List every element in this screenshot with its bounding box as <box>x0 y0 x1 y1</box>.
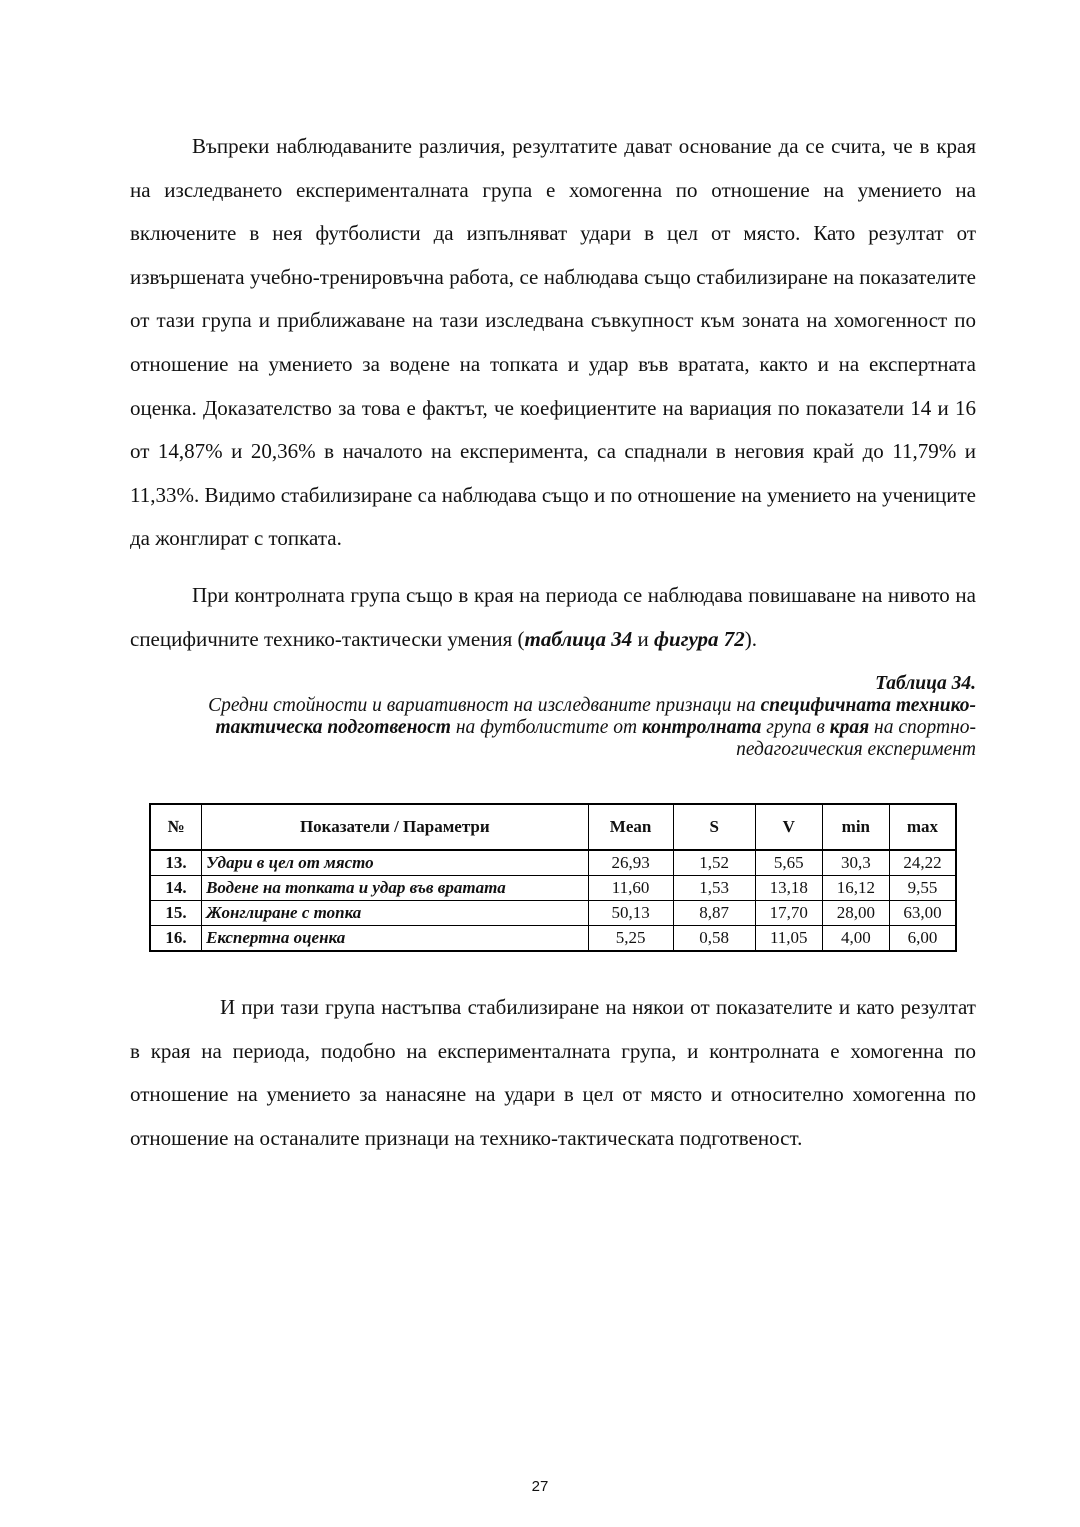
row-min: 16,12 <box>822 876 889 901</box>
row-max: 24,22 <box>889 850 956 876</box>
header-indicators: Показатели / Параметри <box>202 804 588 850</box>
table-header-row <box>150 804 956 850</box>
row-v: 11,05 <box>755 926 822 952</box>
row-max: 6,00 <box>889 926 956 952</box>
caption-part-4: на спортно-педагогическия експеримент <box>736 717 976 761</box>
table-row <box>150 926 956 952</box>
caption-part-3: група в <box>761 717 830 739</box>
row-min: 28,00 <box>822 901 889 926</box>
header-min: min <box>822 804 889 850</box>
caption-bold-3: края <box>829 717 870 739</box>
header-mean: Mean <box>588 804 673 850</box>
table-number: Таблица 34. <box>875 673 976 695</box>
row-number: 16. <box>150 926 202 952</box>
row-indicator: Експертна оценка <box>202 926 588 952</box>
row-number: 13. <box>150 850 202 876</box>
header-s: S <box>673 804 755 850</box>
caption-bold-1: специфичната технико-тактическа подготвеност <box>215 695 976 739</box>
row-s: 0,58 <box>673 926 755 952</box>
row-number: 14. <box>150 876 202 901</box>
row-indicator: Удари в цел от място <box>202 850 588 876</box>
row-v: 5,65 <box>755 850 822 876</box>
caption-part-1: Средни стойности и вариативност на изследваните признаци на <box>208 695 761 717</box>
header-v: V <box>755 804 822 850</box>
header-number: № <box>150 804 202 850</box>
paragraph-2 <box>130 574 976 661</box>
row-number: 15. <box>150 901 202 926</box>
row-indicator: Жонглиране с топка <box>202 901 588 926</box>
table-row <box>150 901 956 926</box>
paragraph-2-conjunction: и <box>632 626 654 651</box>
row-mean: 50,13 <box>588 901 673 926</box>
row-max: 9,55 <box>889 876 956 901</box>
header-max: max <box>889 804 956 850</box>
page-number: 27 <box>531 1478 549 1495</box>
row-indicator: Водене на топката и удар във вратата <box>202 876 588 901</box>
row-s: 8,87 <box>673 901 755 926</box>
figure-reference: фигура 72 <box>653 626 745 651</box>
row-mean: 26,93 <box>588 850 673 876</box>
row-min: 30,3 <box>822 850 889 876</box>
paragraph-2-text: При контролната група също в края на периода се наблюдава повишаване на нивото на специфичните технико-тактически умения ( <box>130 582 976 651</box>
caption-bold-2: контролната <box>641 717 762 739</box>
table-row <box>150 876 956 901</box>
paragraph-2-end: ). <box>744 626 757 651</box>
row-v: 17,70 <box>755 901 822 926</box>
page-content <box>130 125 976 1161</box>
row-s: 1,53 <box>673 876 755 901</box>
caption-part-2: на футболистите от <box>450 717 642 739</box>
results-table <box>149 803 957 952</box>
row-min: 4,00 <box>822 926 889 952</box>
table-caption <box>130 695 976 761</box>
row-v: 13,18 <box>755 876 822 901</box>
table-row <box>150 850 956 876</box>
row-max: 63,00 <box>889 901 956 926</box>
paragraph-3: И при тази група настъпва стабилизиране на някои от показателите и като резултат в края на периода, подобно на експерименталната група, и контролната е хомогенна по отношение на умението за нанасяне на удари в цел от място и относително хомогенна по отношение на останалите признаци на технико-тактическата подготвеност. <box>130 995 976 1150</box>
row-s: 1,52 <box>673 850 755 876</box>
row-mean: 5,25 <box>588 926 673 952</box>
row-mean: 11,60 <box>588 876 673 901</box>
paragraph-1: Въпреки наблюдаваните различия, резултатите дават основание да се счита, че в края на изследването експерименталната група е хомогенна по отношение на умението на включените в нея футболисти да изпълняват удари в цел от място. Като резултат от извършената учебно-тренировъчна работа, се наблюдава също стабилизиране на показателите от тази група и приближаване на тази изследвана съвкупност към зоната на хомогенност по отношение на умението за водене на топката и удар във вратата, както и на експертната оценка. Доказателство за това е фактът, че коефициентите на вариация по показатели 14 и 16 от 14,87% и 20,36% в началото на експеримента, са спаднали в неговия край до 11,79% и 11,33%. Видимо стабилизиране са наблюдава също и по отношение на умението на учениците да жонглират с топката. <box>130 134 976 551</box>
table-reference: таблица 34 <box>524 626 633 651</box>
